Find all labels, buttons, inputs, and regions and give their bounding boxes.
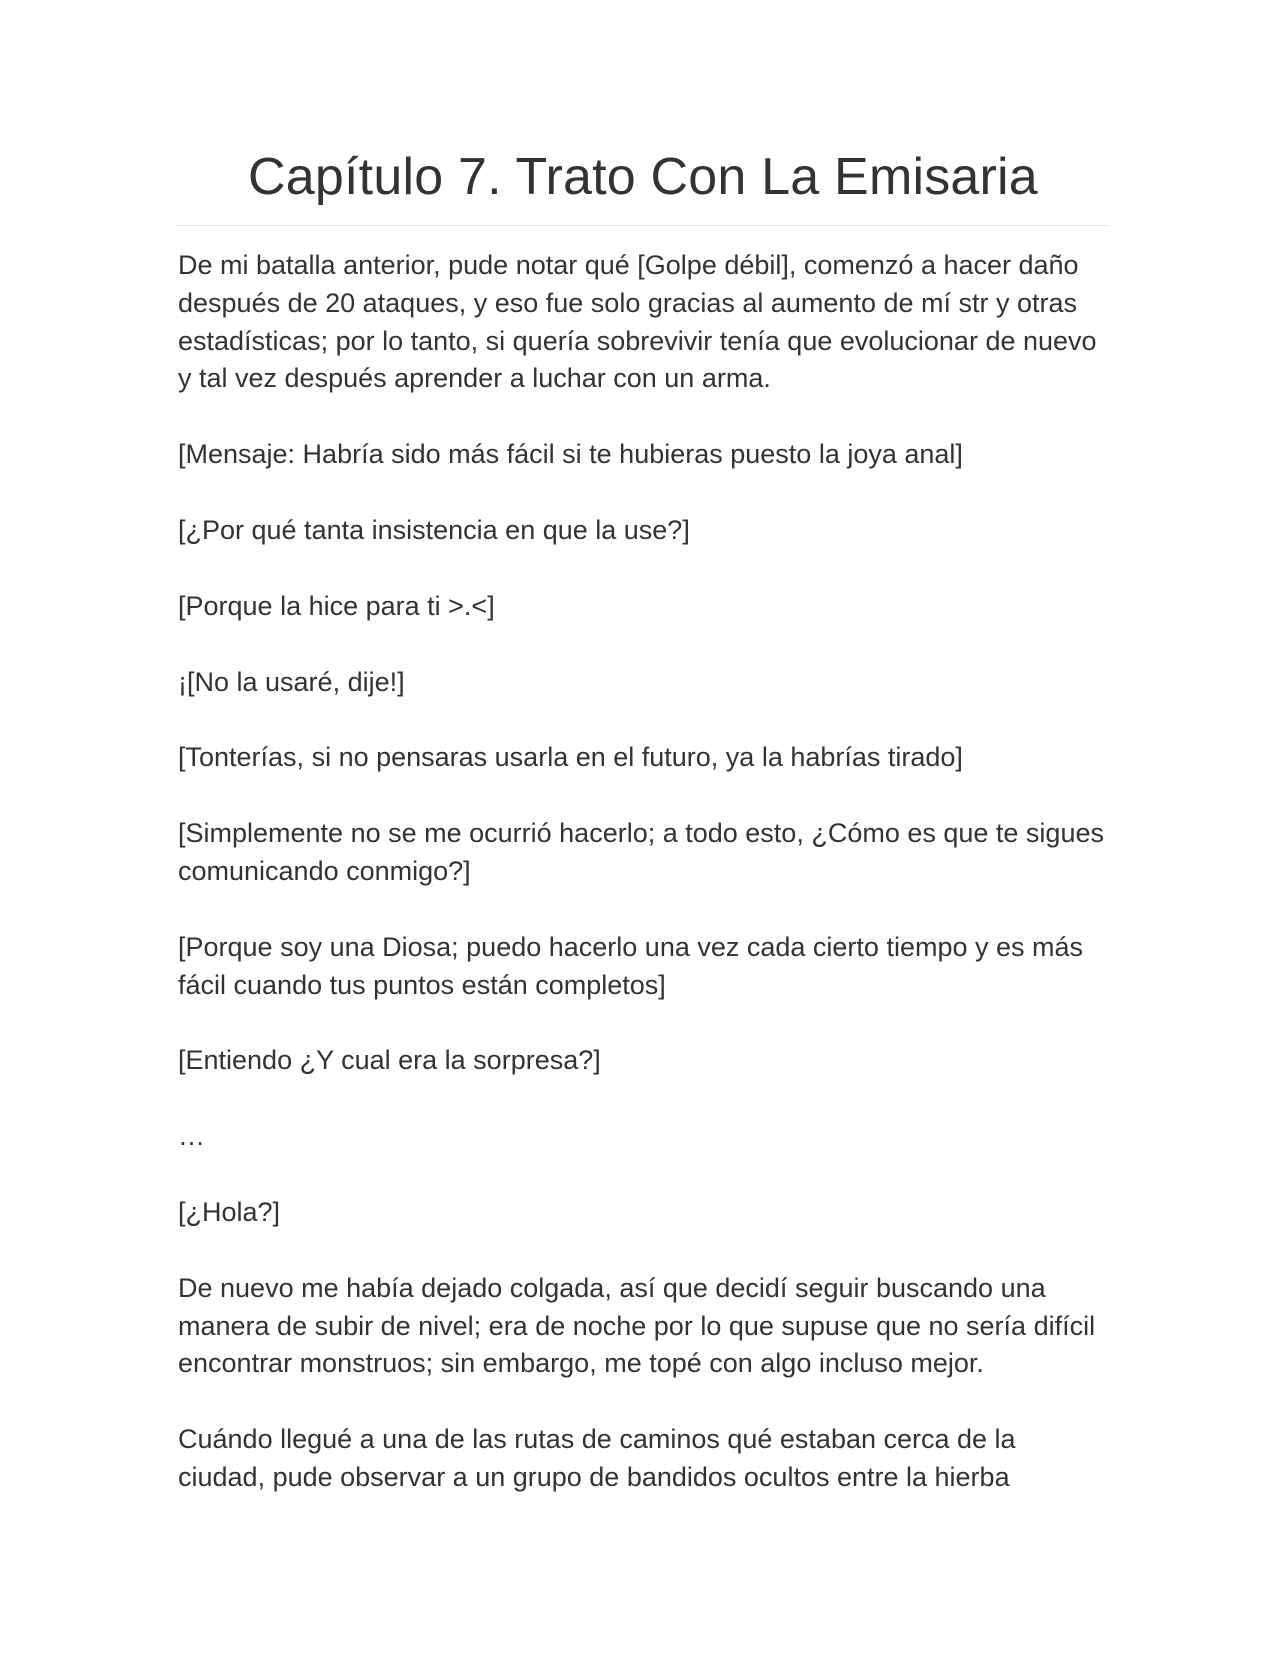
paragraph: [Mensaje: Habría sido más fácil si te hubieras puesto la joya anal] xyxy=(178,439,963,470)
paragraph: [Porque la hice para ti >.<] xyxy=(178,590,495,621)
paragraph: Cuándo llegué a una de las rutas de caminos qué estaban cerca de la ciudad, pude observar a un grupo de bandidos ocultos entre la hierba xyxy=(178,1424,1016,1492)
paragraph: [Tonterías, si no pensaras usarla en el futuro, ya la habrías tirado] xyxy=(178,742,963,773)
paragraph: [¿Por qué tanta insistencia en que la use?] xyxy=(178,514,690,545)
paragraph: [Entiendo ¿Y cual era la sorpresa?] xyxy=(178,1045,601,1076)
paragraph: [Porque soy una Diosa; puedo hacerlo una vez cada cierto tiempo y es más fácil cuando tus puntos están completos] xyxy=(178,931,1084,1000)
chapter-body xyxy=(176,247,1108,1497)
paragraph: De nuevo me había dejado colgada, así que decidí seguir buscando una manera de subir de nivel; era de noche por lo que supuse que no sería difícil encontrar monstruos; sin embargo, me topé con algo incluso mejor. xyxy=(178,1272,1096,1379)
paragraph: ¡[No la usaré, dije!] xyxy=(178,666,405,697)
paragraph: [Simplemente no se me ocurrió hacerlo; a todo esto, ¿Cómo es que te sigues comunicando conmigo?] xyxy=(178,818,1104,886)
paragraph: De mi batalla anterior, pude notar qué [Golpe débil], comenzó a hacer daño después de 20 ataques, y eso fue solo gracias al aumento de mí str y otras estadísticas; por lo tanto, si quería sobrevivir tenía que evolucionar de nuevo y tal vez después aprender a luchar con un arma. xyxy=(178,250,1097,394)
chapter-title: Capítulo 7. Trato Con La Emisaria xyxy=(248,148,1038,206)
title-divider xyxy=(176,225,1110,226)
ellipsis-paragraph: … xyxy=(178,1121,205,1152)
document-page xyxy=(176,0,1110,1656)
paragraph: [¿Hola?] xyxy=(178,1196,281,1227)
